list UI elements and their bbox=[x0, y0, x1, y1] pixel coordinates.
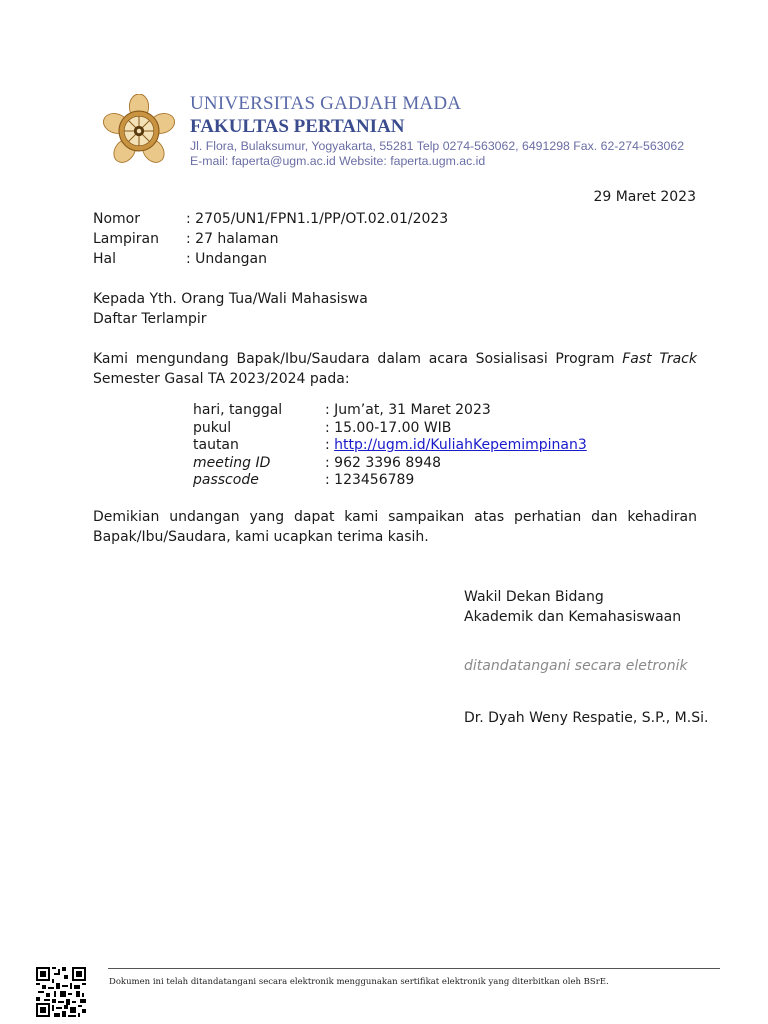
event-details bbox=[193, 402, 587, 490]
footer-divider bbox=[108, 968, 720, 969]
detail-label: passcode bbox=[193, 472, 259, 489]
detail-value: : 962 3396 8948 bbox=[325, 454, 442, 471]
meta-row-nomor bbox=[93, 209, 448, 229]
detail-value: : 123456789 bbox=[325, 472, 415, 489]
detail-value: : 15.00-17.00 WIB bbox=[325, 419, 452, 436]
meeting-link[interactable]: http://ugm.id/KuliahKepemimpinan3 bbox=[334, 437, 587, 454]
detail-day-date bbox=[193, 402, 587, 420]
intro-text: Kami mengundang Bapak/Ibu/Saudara dalam acara Sosialisasi Program bbox=[93, 351, 623, 367]
letterhead bbox=[98, 88, 710, 174]
detail-link bbox=[193, 437, 587, 455]
recipient-line: Kepada Yth. Orang Tua/Wali Mahasiswa bbox=[93, 291, 368, 307]
footer-note: Dokumen ini telah ditandatangani secara elektronik menggunakan sertifikat elektronik yang diterbitkan oleh BSrE. bbox=[109, 977, 609, 987]
letter-date: 29 Maret 2023 bbox=[593, 189, 696, 205]
meta-label: Nomor bbox=[93, 211, 140, 227]
university-name: UNIVERSITAS GADJAH MADA bbox=[190, 93, 462, 114]
meta-value: : Undangan bbox=[186, 251, 267, 267]
signer-title: Wakil Dekan Bidang bbox=[464, 589, 604, 605]
detail-time bbox=[193, 420, 587, 438]
letter-meta bbox=[93, 209, 448, 269]
intro-paragraph bbox=[93, 349, 697, 389]
signature-block bbox=[464, 587, 681, 627]
meta-value: : 27 halaman bbox=[186, 231, 279, 247]
esign-note: ditandatangani secara eletronik bbox=[464, 658, 688, 674]
meta-row-hal bbox=[93, 249, 448, 269]
intro-text-end: Semester Gasal TA 2023/2024 pada: bbox=[93, 371, 350, 387]
recipient-block bbox=[93, 289, 368, 329]
ugm-seal-logo bbox=[102, 94, 176, 168]
address-line: Jl. Flora, Bulaksumur, Yogyakarta, 55281 Telp 0274-563062, 6491298 Fax. 62-274-563062 bbox=[190, 139, 685, 153]
contact-line: E-mail: faperta@ugm.ac.id Website: faperta.ugm.ac.id bbox=[190, 154, 486, 168]
meta-label: Lampiran bbox=[93, 231, 160, 247]
detail-meeting-id bbox=[193, 455, 587, 473]
signer-name: Dr. Dyah Weny Respatie, S.P., M.Si. bbox=[464, 710, 709, 726]
detail-value: : Jum’at, 31 Maret 2023 bbox=[325, 402, 491, 418]
detail-passcode bbox=[193, 472, 587, 490]
qr-code-icon bbox=[36, 967, 86, 1017]
detail-label: tautan bbox=[193, 437, 239, 454]
faculty-name: FAKULTAS PERTANIAN bbox=[190, 116, 405, 137]
detail-colon: : bbox=[325, 437, 335, 454]
meta-label: Hal bbox=[93, 251, 116, 267]
recipient-list-note: Daftar Terlampir bbox=[93, 311, 207, 327]
detail-label: meeting ID bbox=[193, 454, 271, 471]
meta-row-lampiran bbox=[93, 229, 448, 249]
signer-title-2: Akademik dan Kemahasiswaan bbox=[464, 609, 682, 625]
meta-value: : 2705/UN1/FPN1.1/PP/OT.02.01/2023 bbox=[186, 211, 449, 227]
detail-label: pukul bbox=[193, 419, 232, 436]
program-name: Fast Track bbox=[622, 351, 697, 367]
detail-label: hari, tanggal bbox=[193, 402, 283, 418]
closing-paragraph: Demikian undangan yang dapat kami sampaikan atas perhatian dan kehadiran Bapak/Ibu/Saudara, kami ucapkan terima kasih. bbox=[93, 509, 697, 545]
